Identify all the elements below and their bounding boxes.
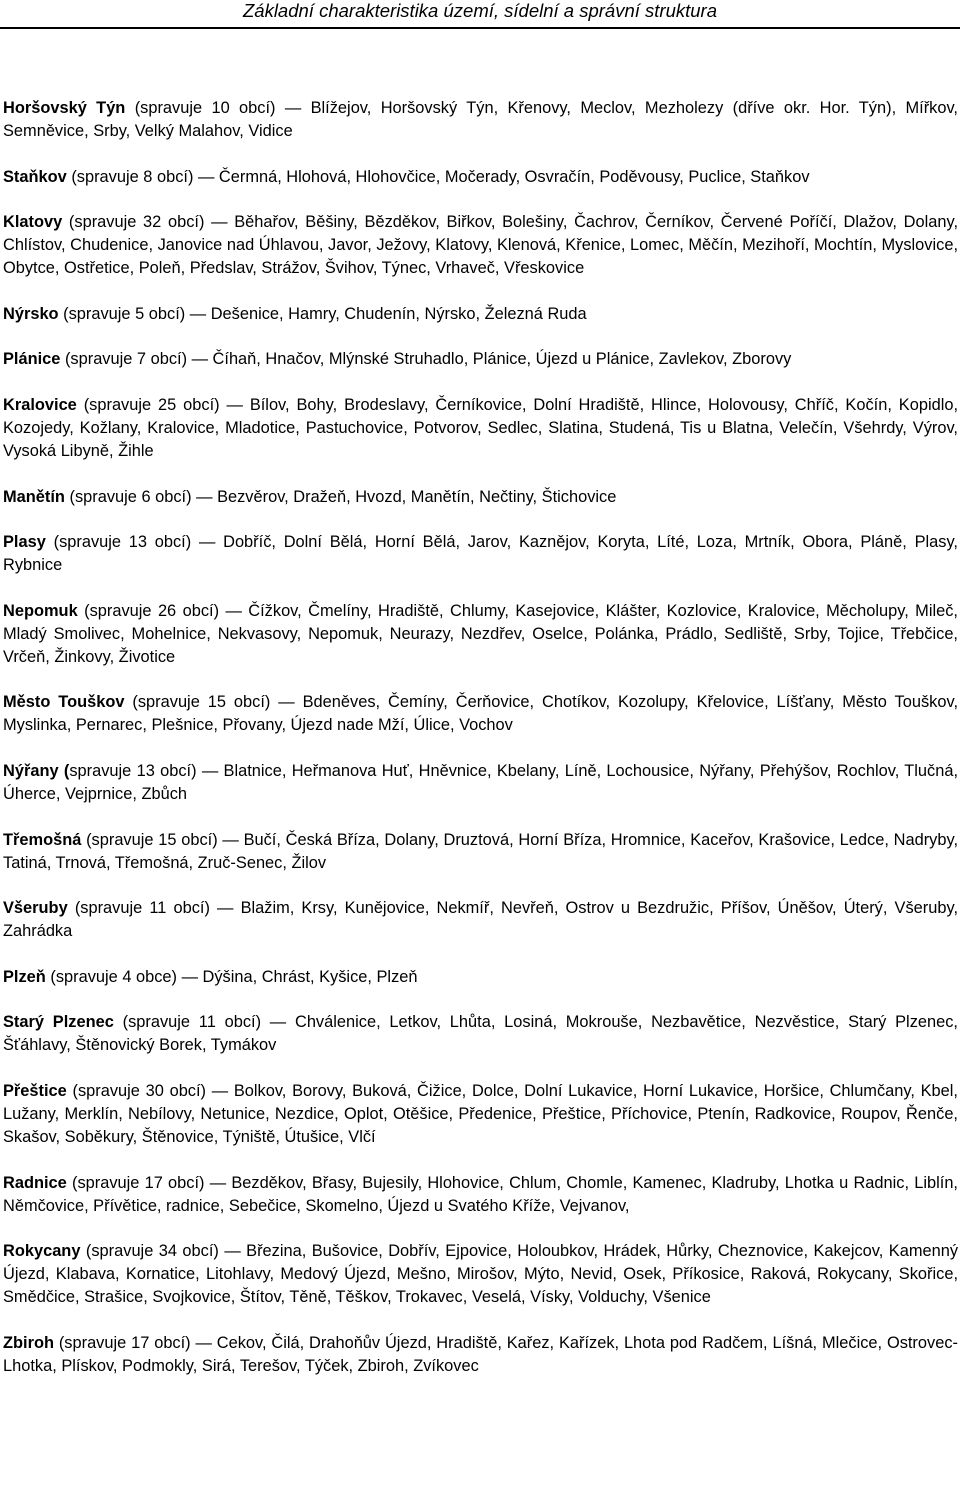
district-count: (spravuje 30 obcí) xyxy=(72,1081,207,1100)
district-name: Staňkov xyxy=(3,167,67,186)
district-entry-nyrsko: Nýrsko (spravuje 5 obcí) — Dešenice, Hamry, Chudenín, Nýrsko, Železná Ruda xyxy=(3,304,587,323)
district-name: Horšovský Týn xyxy=(3,99,126,117)
district-entry-mesto-touskov: Město Touškov (spravuje 15 obcí) — Bdeněves, Čemíny, Čerňovice, Chotíkov, Kozolupy, Křelovice, Líšťany, Město Touškov, Myslinka, Pernarec, Plešnice, Přovany, Újezd nade Mží, Úlice, Vochov xyxy=(3,693,958,735)
district-municipalities: Bučí, Česká Bříza, Dolany, Druztová, Horní Bříza, Hromnice, Kaceřov, Krašovice, Ledce, Nadryby, Tatiná, Trnová, Třemošná, Zruč-Senec, Žilov xyxy=(3,830,958,872)
district-municipalities: Číhaň, Hnačov, Mlýnské Struhadlo, Plánice, Újezd u Plánice, Zavlekov, Zborovy xyxy=(212,350,792,369)
district-count: (spravuje 17 obcí) xyxy=(71,1173,205,1192)
district-municipalities: Dobříč, Dolní Bělá, Horní Bělá, Jarov, Kaznějov, Koryta, Líté, Loza, Mrtník, Obora, Pláně, Plasy, Rybnice xyxy=(3,533,958,575)
district-municipalities: Březina, Bušovice, Dobřív, Ejpovice, Holoubkov, Hrádek, Hůrky, Cheznovice, Kakejcov, Kamenný Újezd, Klabava, Kornatice, Litohlavy, Medový Újezd, Mešno, Mirošov, Mýto, Nevid, Osek, Příkosice, Raková, Rokycany, Skořice, Smědčice, Strašice, Svojkovice, Štítov, Těně, Těškov, Trokavec, Veselá, Vísky, Volduchy, Všenice xyxy=(3,1242,959,1307)
district-count: (spravuje 15 obcí) xyxy=(86,830,218,849)
district-entry-horsovsky-tyn: Horšovský Týn (spravuje 10 obcí) — Blížejov, Horšovský Týn, Křenovy, Meclov, Mezholezy (dříve okr. Hor. Týn), Mířkov, Semněvice, Srby, Velký Malahov, Vidice xyxy=(3,99,958,140)
district-municipalities: Bolkov, Borovy, Buková, Čižice, Dolce, Dolní Lukavice, Horní Lukavice, Horšice, Chlumčany, Kbel, Lužany, Merklín, Nebílovy, Netunice, Nezdice, Oplot, Otěšice, Předenice, Přeštice, Příchovice, Ptenín, Radkovice, Roupov, Řenče, Skašov, Soběkury, Štěnovice, Týniště, Útušice, Vlčí xyxy=(3,1081,958,1146)
district-entry-stary-plzenec: Starý Plzenec (spravuje 11 obcí) — Chválenice, Letkov, Lhůta, Losiná, Mokrouše, Nezbavětice, Nezvěstice, Starý Plzenec, Šťáhlavy, Štěnovický Borek, Tymákov xyxy=(3,1013,958,1055)
district-name: Zbiroh xyxy=(3,1333,54,1352)
page-header-title: Základní charakteristika území, sídelní a správní struktura xyxy=(242,0,717,21)
district-entry-nepomuk: Nepomuk (spravuje 26 obcí) — Čížkov, Čmelíny, Hradiště, Chlumy, Kasejovice, Klášter, Kozlovice, Kralovice, Měcholupy, Mileč, Mladý Smolivec, Mohelnice, Nekvasovy, Nepomuk, Neurazy, Nezdřev, Oselce, Polánka, Prádlo, Sedliště, Srby, Tojice, Třebčice, Vrčeň, Žinkovy, Životice xyxy=(3,601,958,666)
district-municipalities: Bezděkov, Břasy, Bujesily, Hlohovice, Chlum, Chomle, Kamenec, Kladruby, Lhotka u Radnic, Liblín, Němčovice, Přívětice, radnice, Sebečice, Skomelno, Újezd u Svatého Kříže, Vejvanov, xyxy=(3,1173,958,1215)
district-count: (spravuje 6 obcí) xyxy=(69,487,192,506)
district-municipalities: Chválenice, Letkov, Lhůta, Losiná, Mokrouše, Nezbavětice, Nezvěstice, Starý Plzenec, Šťáhlavy, Štěnovický Borek, Tymákov xyxy=(3,1013,958,1055)
district-count: (spravuje 7 obcí) xyxy=(64,350,188,369)
district-count: (spravuje 15 obcí) xyxy=(132,693,271,712)
district-entry-tremosna: Třemošná (spravuje 15 obcí) — Bučí, Česká Bříza, Dolany, Druztová, Horní Bříza, Hromnice, Kaceřov, Krašovice, Ledce, Nadryby, Tatiná, Trnová, Třemošná, Zruč-Senec, Žilov xyxy=(3,830,958,872)
district-entry-stankov: Staňkov (spravuje 8 obcí) — Čermná, Hlohová, Hlohovčice, Močerady, Osvračín, Poděvousy, Puclice, Staňkov xyxy=(3,167,810,186)
district-count: (spravuje 4 obce) xyxy=(50,967,178,986)
district-entry-radnice: Radnice (spravuje 17 obcí) — Bezděkov, Břasy, Bujesily, Hlohovice, Chlum, Chomle, Kamenec, Kladruby, Lhotka u Radnic, Liblín, Němčovice, Přívětice, radnice, Sebečice, Skomelno, Újezd u Svatého Kříže, Vejvanov, xyxy=(3,1173,958,1215)
district-name: Plánice xyxy=(3,350,61,369)
district-count: (spravuje 34 obcí) xyxy=(85,1242,219,1261)
district-count: (spravuje 13 obcí) xyxy=(53,533,192,552)
administrative-districts-list xyxy=(3,97,958,1400)
district-municipalities: Čermná, Hlohová, Hlohovčice, Močerady, Osvračín, Poděvousy, Puclice, Staňkov xyxy=(218,167,810,186)
district-entry-plzen: Plzeň (spravuje 4 obce) — Dýšina, Chrást, Kyšice, Plzeň xyxy=(3,967,418,986)
district-municipalities: Dešenice, Hamry, Chudenín, Nýrsko, Železná Ruda xyxy=(210,304,587,323)
district-count: (spravuje 25 obcí) xyxy=(83,395,220,414)
district-municipalities: Běhařov, Běšiny, Bězděkov, Biřkov, Bolešiny, Čachrov, Černíkov, Červené Poříčí, Dlažov, Dolany, Chlístov, Chudenice, Janovice nad Úhlavou, Javor, Ježovy, Klatovy, Klenová, Křenice, Lomec, Měčín, Mezihoří, Mochtín, Myslovice, Obytce, Ostřetice, Poleň, Předslav, Strážov, Švihov, Týnec, Vrhaveč, Vřeskovice xyxy=(3,213,958,278)
district-entry-vseruby: Všeruby (spravuje 11 obcí) — Blažim, Krsy, Kunějovice, Nekmíř, Nevřeň, Ostrov u Bezdružic, Příšov, Úněšov, Úterý, Všeruby, Zahrádka xyxy=(3,899,958,941)
district-name: Plasy xyxy=(3,533,46,552)
district-name: Nepomuk xyxy=(3,601,78,620)
district-count: (spravuje 10 obcí) xyxy=(134,99,276,117)
district-entry-prestice: Přeštice (spravuje 30 obcí) — Bolkov, Borovy, Buková, Čižice, Dolce, Dolní Lukavice, Horní Lukavice, Horšice, Chlumčany, Kbel, Lužany, Merklín, Nebílovy, Netunice, Nezdice, Oplot, Otěšice, Předenice, Přeštice, Příchovice, Ptenín, Radkovice, Roupov, Řenče, Skašov, Soběkury, Štěnovice, Týniště, Útušice, Vlčí xyxy=(3,1081,958,1146)
district-name: Radnice xyxy=(3,1173,67,1192)
district-count: (spravuje 8 obcí) xyxy=(71,167,194,186)
district-count: (spravuje 11 obcí) xyxy=(74,899,210,918)
district-name: Klatovy xyxy=(3,213,63,232)
district-municipalities: Cekov, Čilá, Drahoňův Újezd, Hradiště, Kařez, Kařízek, Lhota pod Radčem, Líšná, Mlečice, Ostrovec-Lhotka, Plískov, Podmokly, Sirá, Terešov, Týček, Zbiroh, Zvíkovec xyxy=(3,1333,958,1375)
district-name: Manětín xyxy=(3,487,65,506)
district-entry-plasy: Plasy (spravuje 13 obcí) — Dobříč, Dolní Bělá, Horní Bělá, Jarov, Kaznějov, Koryta, Líté, Loza, Mrtník, Obora, Pláně, Plasy, Rybnice xyxy=(3,533,958,575)
district-municipalities: Blížejov, Horšovský Týn, Křenovy, Meclov, Mezholezy (dříve okr. Hor. Týn), Mířkov, Semněvice, Srby, Velký Malahov, Vidice xyxy=(3,99,958,140)
district-municipalities: Blažim, Krsy, Kunějovice, Nekmíř, Nevřeň, Ostrov u Bezdružic, Příšov, Úněšov, Úterý, Všeruby, Zahrádka xyxy=(3,899,958,941)
district-municipalities: Bílov, Bohy, Brodeslavy, Černíkovice, Dolní Hradiště, Hlince, Holovousy, Chříč, Kočín, Kopidlo, Kozojedy, Kožlany, Kralovice, Mladotice, Pastuchovice, Potvorov, Sedlec, Slatina, Studená, Tis u Blatna, Velečín, Všehrdy, Výrov, Vysoká Libyně, Žihle xyxy=(3,395,959,460)
district-count: spravuje 13 obcí) xyxy=(69,761,197,780)
district-entry-planice: Plánice (spravuje 7 obcí) — Číhaň, Hnačov, Mlýnské Struhadlo, Plánice, Újezd u Plánice, Zavlekov, Zborovy xyxy=(3,350,792,369)
district-entry-nyrany: Nýřany (spravuje 13 obcí) — Blatnice, Heřmanova Huť, Hněvnice, Kbelany, Líně, Lochousice, Nýřany, Přehýšov, Rochlov, Tlučná, Úherce, Vejprnice, Zbůch xyxy=(3,761,959,803)
district-count: (spravuje 26 obcí) xyxy=(84,601,220,620)
district-entry-rokycany: Rokycany (spravuje 34 obcí) — Březina, Bušovice, Dobřív, Ejpovice, Holoubkov, Hrádek, Hůrky, Cheznovice, Kakejcov, Kamenný Újezd, Klabava, Kornatice, Litohlavy, Medový Újezd, Mešno, Mirošov, Mýto, Nevid, Osek, Příkosice, Raková, Rokycany, Skořice, Smědčice, Strašice, Svojkovice, Štítov, Těně, Těškov, Trokavec, Veselá, Vísky, Volduchy, Všenice xyxy=(3,1242,959,1307)
district-municipalities: Čížkov, Čmelíny, Hradiště, Chlumy, Kasejovice, Klášter, Kozlovice, Kralovice, Měcholupy, Mileč, Mladý Smolivec, Mohelnice, Nekvasovy, Nepomuk, Neurazy, Nezdřev, Oselce, Polánka, Prádlo, Sedliště, Srby, Tojice, Třebčice, Vrčeň, Žinkovy, Životice xyxy=(3,601,958,666)
district-name: Kralovice xyxy=(3,395,77,414)
district-name: Třemošná xyxy=(3,830,82,849)
district-municipalities: Bdeněves, Čemíny, Čerňovice, Chotíkov, Kozolupy, Křelovice, Líšťany, Město Touškov, Myslinka, Pernarec, Plešnice, Přovany, Újezd nade Mží, Úlice, Vochov xyxy=(3,693,958,735)
district-municipalities: Blatnice, Heřmanova Huť, Hněvnice, Kbelany, Líně, Lochousice, Nýřany, Přehýšov, Rochlov, Tlučná, Úherce, Vejprnice, Zbůch xyxy=(3,761,959,803)
district-entry-kralovice: Kralovice (spravuje 25 obcí) — Bílov, Bohy, Brodeslavy, Černíkovice, Dolní Hradiště, Hlince, Holovousy, Chříč, Kočín, Kopidlo, Kozojedy, Kožlany, Kralovice, Mladotice, Pastuchovice, Potvorov, Sedlec, Slatina, Studená, Tis u Blatna, Velečín, Všehrdy, Výrov, Vysoká Libyně, Žihle xyxy=(3,395,959,460)
district-count: (spravuje 17 obcí) xyxy=(58,1333,191,1352)
district-count: (spravuje 11 obcí) xyxy=(122,1013,262,1032)
header-divider xyxy=(0,27,960,29)
district-municipalities: Bezvěrov, Dražeň, Hvozd, Manětín, Nečtiny, Štichovice xyxy=(217,487,617,506)
district-name: Rokycany xyxy=(3,1242,81,1261)
district-count: (spravuje 5 obcí) xyxy=(63,304,186,323)
district-name: Nýrsko xyxy=(3,304,59,323)
district-name: Nýřany ( xyxy=(3,761,70,780)
district-entry-manetin: Manětín (spravuje 6 obcí) — Bezvěrov, Dražeň, Hvozd, Manětín, Nečtiny, Štichovice xyxy=(3,487,617,506)
district-name: Starý Plzenec xyxy=(3,1013,114,1032)
district-entry-klatovy: Klatovy (spravuje 32 obcí) — Běhařov, Běšiny, Bězděkov, Biřkov, Bolešiny, Čachrov, Černíkov, Červené Poříčí, Dlažov, Dolany, Chlístov, Chudenice, Janovice nad Úhlavou, Javor, Ježovy, Klatovy, Klenová, Křenice, Lomec, Měčín, Mezihoří, Mochtín, Myslovice, Obytce, Ostřetice, Poleň, Předslav, Strážov, Švihov, Týnec, Vrhaveč, Vřeskovice xyxy=(3,213,958,278)
district-municipalities: Dýšina, Chrást, Kyšice, Plzeň xyxy=(202,967,418,986)
district-entry-zbiroh: Zbiroh (spravuje 17 obcí) — Cekov, Čilá, Drahoňův Újezd, Hradiště, Kařez, Kařízek, Lhota pod Radčem, Líšná, Mlečice, Ostrovec-Lhotka, Plískov, Podmokly, Sirá, Terešov, Týček, Zbiroh, Zvíkovec xyxy=(3,1333,958,1375)
district-name: Všeruby xyxy=(3,899,68,918)
district-name: Město Touškov xyxy=(3,693,125,712)
district-name: Přeštice xyxy=(3,1081,67,1100)
district-count: (spravuje 32 obcí) xyxy=(68,213,205,232)
district-name: Plzeň xyxy=(3,967,46,986)
